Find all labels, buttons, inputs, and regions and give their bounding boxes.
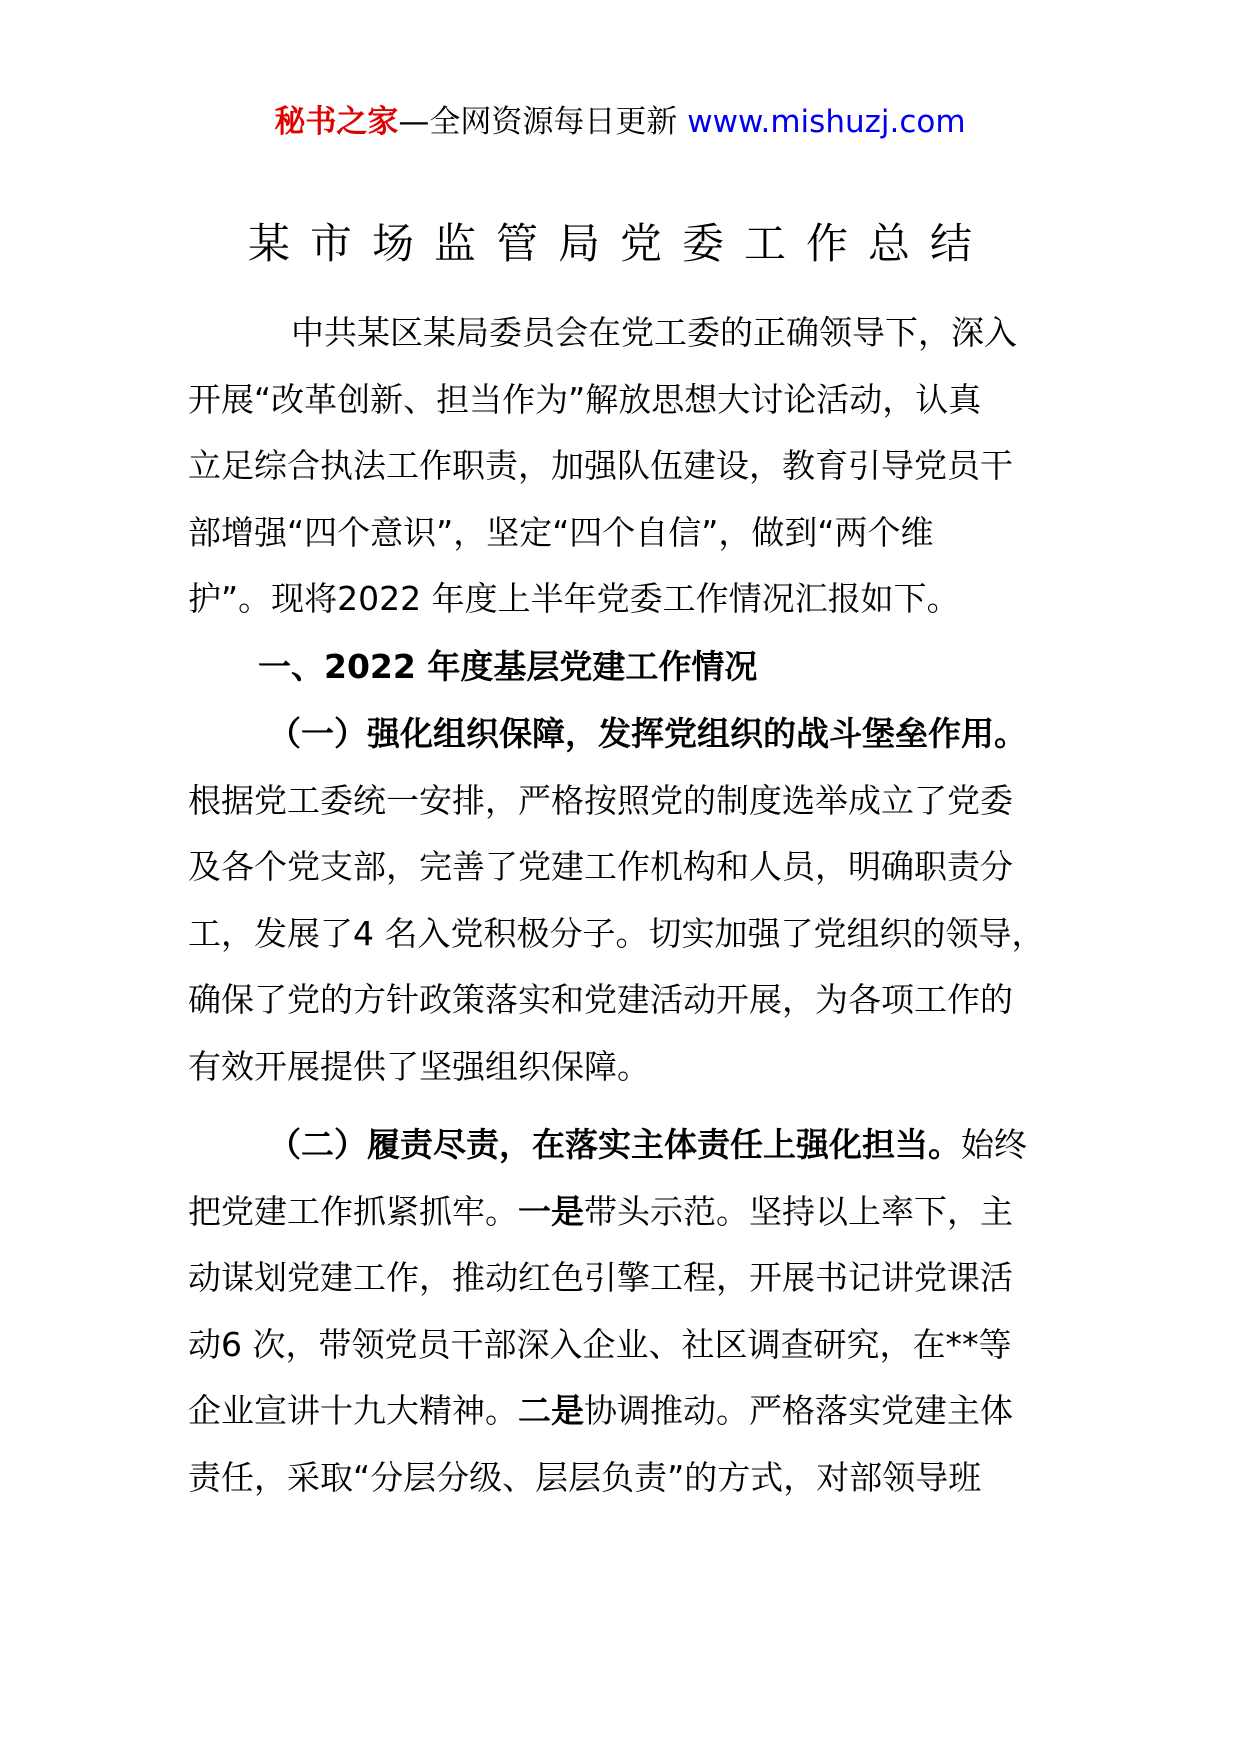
section-heading (188, 634, 1068, 701)
subsection-2 (188, 1112, 1068, 1511)
text-line: 工，发展了4 名入党积极分子。切实加强了党组织的领导， (188, 913, 1045, 953)
text-fragment: 把党建工作抓紧抓牢。 (188, 1191, 518, 1231)
text-line: 有效开展提供了坚强组织保障。 (188, 1046, 650, 1086)
text-line: 根据党工委统一安排，严格按照党的制度选举成立了党委 (188, 780, 1013, 820)
subsection-1-heading: （一）强化组织保障，发挥党组织的战斗堡垒作用。 (268, 714, 1027, 753)
subsection-2-heading: （二）履责尽责，在落实主体责任上强化担当。 (268, 1125, 961, 1164)
text-line: 责任，采取“分层分级、层层负责”的方式，对部领导班 (188, 1457, 982, 1497)
site-url-link[interactable]: www.mishuzj.com (687, 104, 966, 140)
site-header (0, 100, 1240, 144)
point-label: 二是 (518, 1391, 584, 1430)
text-line: 确保了党的方针政策落实和党建活动开展，为各项工作的 (188, 980, 1013, 1019)
text-fragment: 协调推动。严格落实党建主体 (584, 1391, 1013, 1430)
site-brand: 秘书之家 (274, 104, 399, 140)
text-line: 动6 次，带领党员干部深入企业、社区调查研究，在**等 (188, 1324, 1012, 1364)
text-line (188, 1112, 1068, 1179)
document-title: 某市场监管局党委工作总结 (247, 219, 992, 268)
point-label: 一是 (518, 1191, 584, 1231)
text-fragment: 始终 (961, 1125, 1027, 1164)
text-line: 立足综合执法工作职责，加强队伍建设，教育引导党员干 (188, 446, 1013, 485)
text-line: 部增强“四个意识”，坚定“四个自信”，做到“两个维 (188, 512, 934, 552)
text-fragment: 带头示范。坚持以上率下，主 (584, 1191, 1013, 1231)
text-line: 护”。现将2022 年度上半年党委工作情况汇报如下。 (188, 579, 960, 618)
section-heading-text: 一、2022 年度基层党建工作情况 (258, 647, 758, 686)
text-fragment: 企业宣讲十九大精神。 (188, 1391, 518, 1430)
intro-paragraph (188, 300, 1068, 633)
text-line: 及各个党支部，完善了党建工作机构和人员，明确职责分 (188, 847, 1013, 886)
site-tagline: —全网资源每日更新 (398, 104, 688, 140)
subsection-1 (188, 701, 1068, 1100)
text-line: 开展“改革创新、担当作为”解放思想大讨论活动，认真 (188, 379, 982, 419)
text-line: 动谋划党建工作，推动红色引擎工程，开展书记讲党课活 (188, 1258, 1013, 1297)
text-line (188, 1179, 1068, 1246)
text-line: 中共某区某局委员会在党工委的正确领导下，深入 (291, 313, 1017, 352)
text-line (188, 1378, 1068, 1445)
